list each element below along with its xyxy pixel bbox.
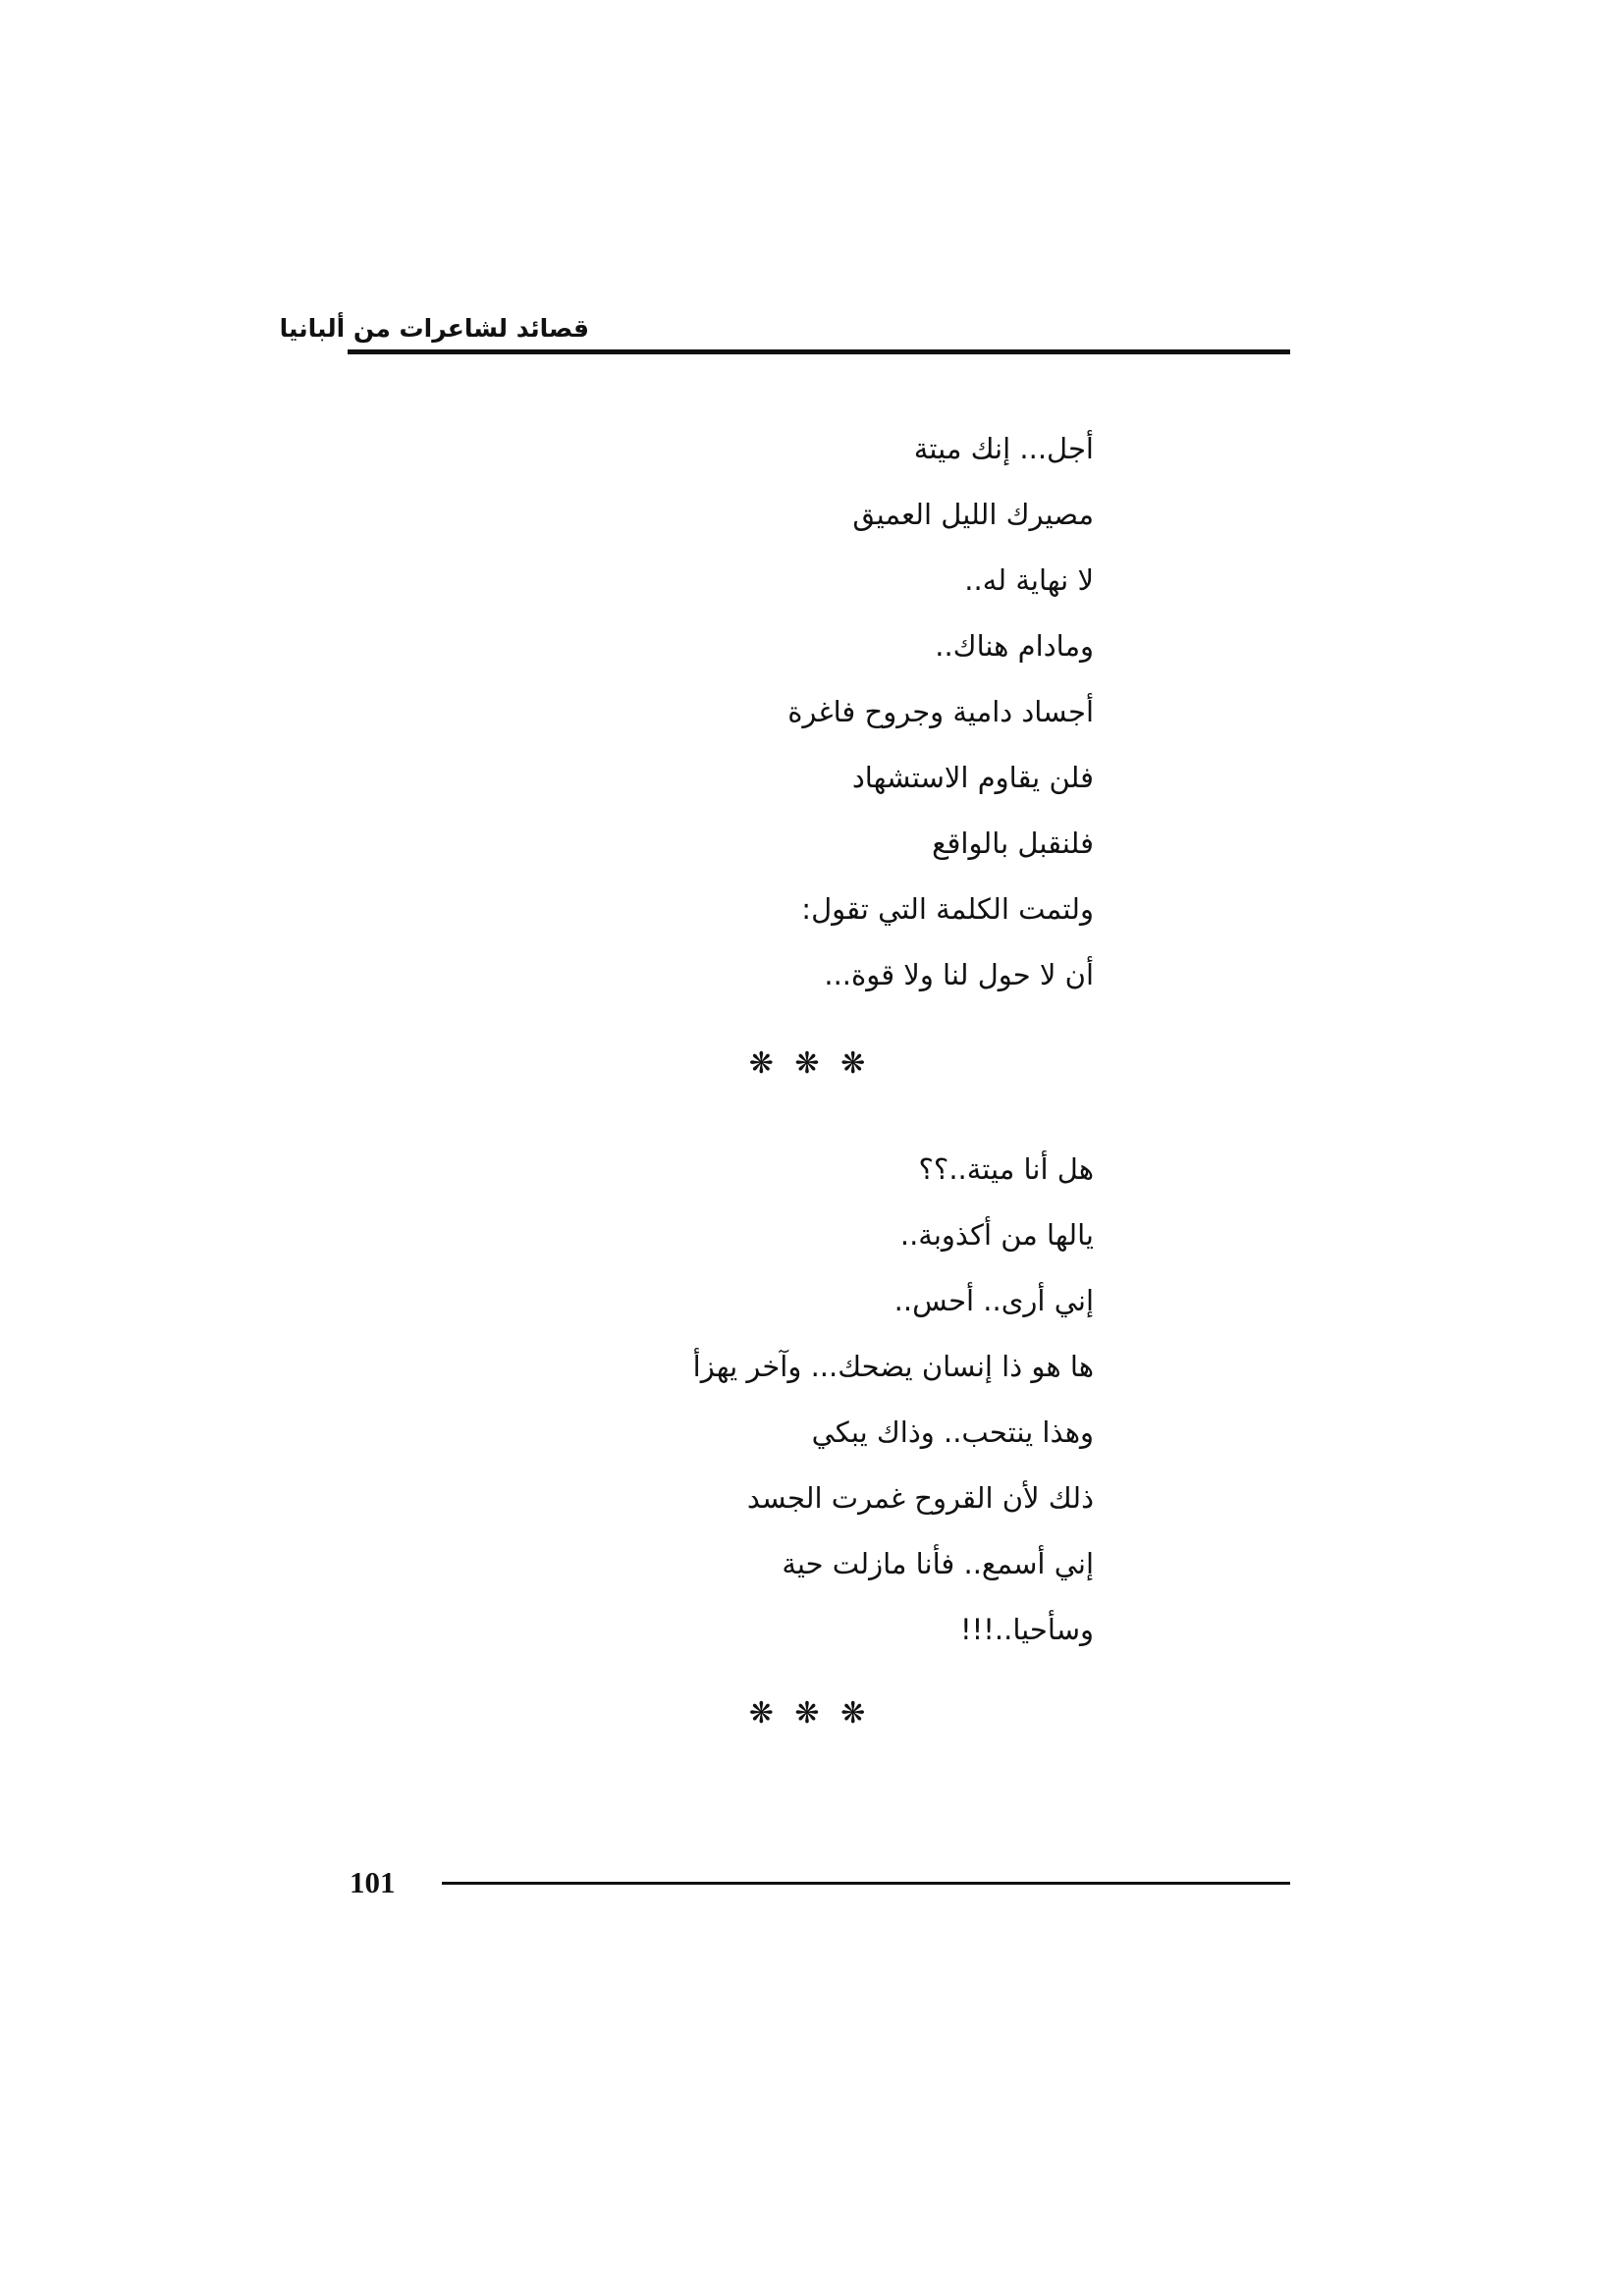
verse-line: أن لا حول لنا ولا قوة... bbox=[824, 958, 1094, 991]
stanza-1 bbox=[787, 416, 1094, 1008]
verse-line: إني أرى.. أحس.. bbox=[893, 1284, 1094, 1317]
verse-line: ذلك لأن القروح غمرت الجسد bbox=[746, 1481, 1094, 1515]
verse-line: أجساد دامية وجروح فاغرة bbox=[787, 695, 1094, 728]
verse-line: وسأحيا..!!! bbox=[960, 1613, 1094, 1646]
stanza-2 bbox=[693, 1137, 1094, 1663]
section-separator: ❋ ❋ ❋ bbox=[748, 1696, 872, 1731]
verse-line: أجل... إنك ميتة bbox=[913, 432, 1094, 465]
verse-line: فلنقبل بالواقع bbox=[932, 827, 1094, 860]
page-number: 101 bbox=[350, 1865, 396, 1899]
header-rule bbox=[348, 349, 1290, 354]
verse-line: مصيرك الليل العميق bbox=[852, 498, 1094, 531]
section-separator: ❋ ❋ ❋ bbox=[748, 1046, 872, 1081]
verse-line: لا نهاية له.. bbox=[964, 563, 1094, 597]
verse-line: وهذا ينتحب.. وذاك يبكي bbox=[811, 1415, 1094, 1449]
verse-line: هل أنا ميتة..؟؟ bbox=[918, 1152, 1094, 1186]
verse-line: إني أسمع.. فأنا مازلت حية bbox=[782, 1547, 1094, 1580]
verse-line: يالها من أكذوبة.. bbox=[899, 1218, 1094, 1252]
verse-line: ولتمت الكلمة التي تقول: bbox=[801, 892, 1094, 926]
verse-line: ها هو ذا إنسان يضحك... وآخر يهزأ bbox=[692, 1350, 1094, 1383]
running-header-title: قصائد لشاعرات من ألبانيا bbox=[279, 314, 589, 343]
footer-rule bbox=[442, 1882, 1290, 1885]
verse-line: فلن يقاوم الاستشهاد bbox=[851, 761, 1094, 794]
verse-line: ومادام هناك.. bbox=[935, 629, 1094, 663]
